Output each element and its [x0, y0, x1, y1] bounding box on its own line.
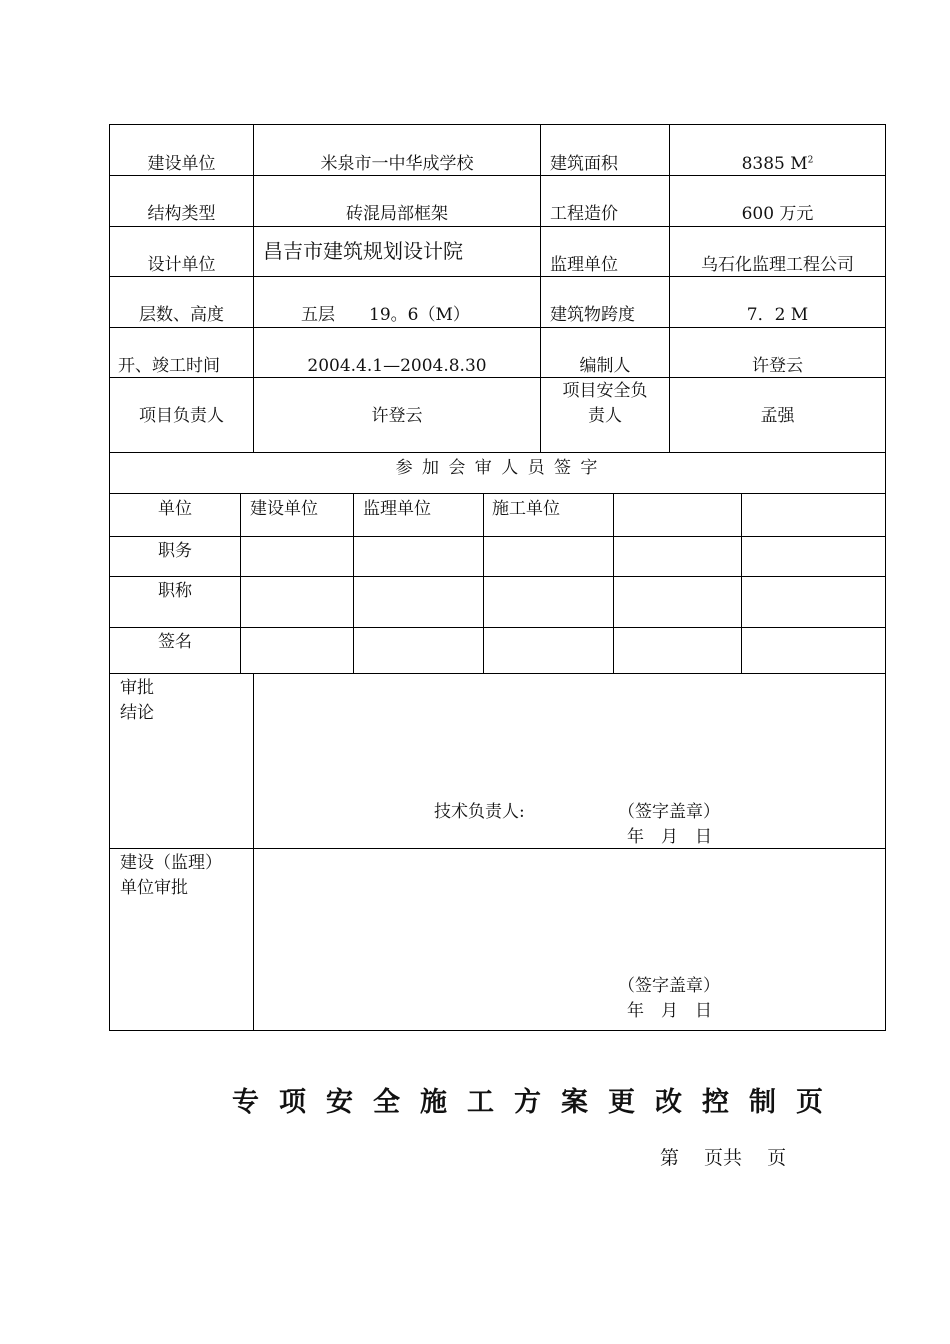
tech-lead-label: 技术负责人:	[434, 802, 525, 822]
page-number: 第 页共 页	[660, 1147, 787, 1169]
build-unit-label: 建设单位	[147, 154, 216, 174]
supervision-unit-value: 乌石化监理工程公司	[701, 255, 854, 275]
supervision-unit-label: 监理单位	[550, 255, 618, 275]
sign-row-post: 职务	[158, 541, 192, 561]
safety-label-1: 项目安全负	[562, 381, 648, 401]
structure-value: 砖混局部框架	[346, 204, 448, 224]
period-label: 开、竣工时间	[118, 356, 220, 376]
safety-label-2: 责人	[588, 406, 622, 426]
page-title: 专项安全施工方案更改控制页	[232, 1087, 843, 1118]
pm-value: 许登云	[371, 406, 423, 426]
area-label: 建筑面积	[550, 154, 618, 174]
sign-col-supervision: 监理单位	[363, 499, 431, 519]
signature-header: 参 加 会 审 人 员 签 字	[395, 458, 600, 478]
cost-label: 工程造价	[550, 204, 618, 224]
sign-row-sign: 签名	[158, 632, 192, 652]
approval-date: 年 月 日	[627, 827, 712, 847]
sign-col-unit: 单位	[158, 499, 192, 519]
approval-seal: （签字盖章）	[618, 802, 720, 822]
supervision-approval-label-2: 单位审批	[120, 878, 188, 898]
supervision-date: 年 月 日	[627, 1001, 712, 1021]
sign-row-title: 职称	[158, 581, 192, 601]
author-value: 许登云	[752, 356, 803, 376]
safety-value: 孟强	[760, 406, 795, 426]
approval-label-2: 结论	[120, 703, 154, 723]
author-label: 编制人	[579, 356, 631, 376]
build-unit-value: 米泉市一中华成学校	[320, 154, 474, 174]
sign-col-build: 建设单位	[250, 499, 318, 519]
cost-value: 600 万元	[741, 204, 814, 224]
sign-col-construction: 施工单位	[492, 499, 560, 519]
design-unit-label: 设计单位	[147, 255, 216, 275]
area-value: 8385 $M^2$	[741, 154, 814, 174]
structure-label: 结构类型	[147, 204, 216, 224]
span-label: 建筑物跨度	[550, 305, 635, 325]
supervision-seal: （签字盖章）	[618, 976, 720, 996]
design-unit-value: 昌吉市建筑规划设计院	[263, 239, 463, 263]
supervision-approval-label-1: 建设（监理）	[120, 853, 222, 873]
pm-label: 项目负责人	[139, 406, 224, 426]
span-value: 7．2 M	[746, 305, 809, 325]
floors-label: 层数、高度	[139, 305, 224, 325]
period-value: 2004.4.1—2004.8.30	[307, 356, 487, 376]
approval-label-1: 审批	[120, 678, 154, 698]
floors-value: 五层 19。6（M）	[301, 305, 470, 325]
